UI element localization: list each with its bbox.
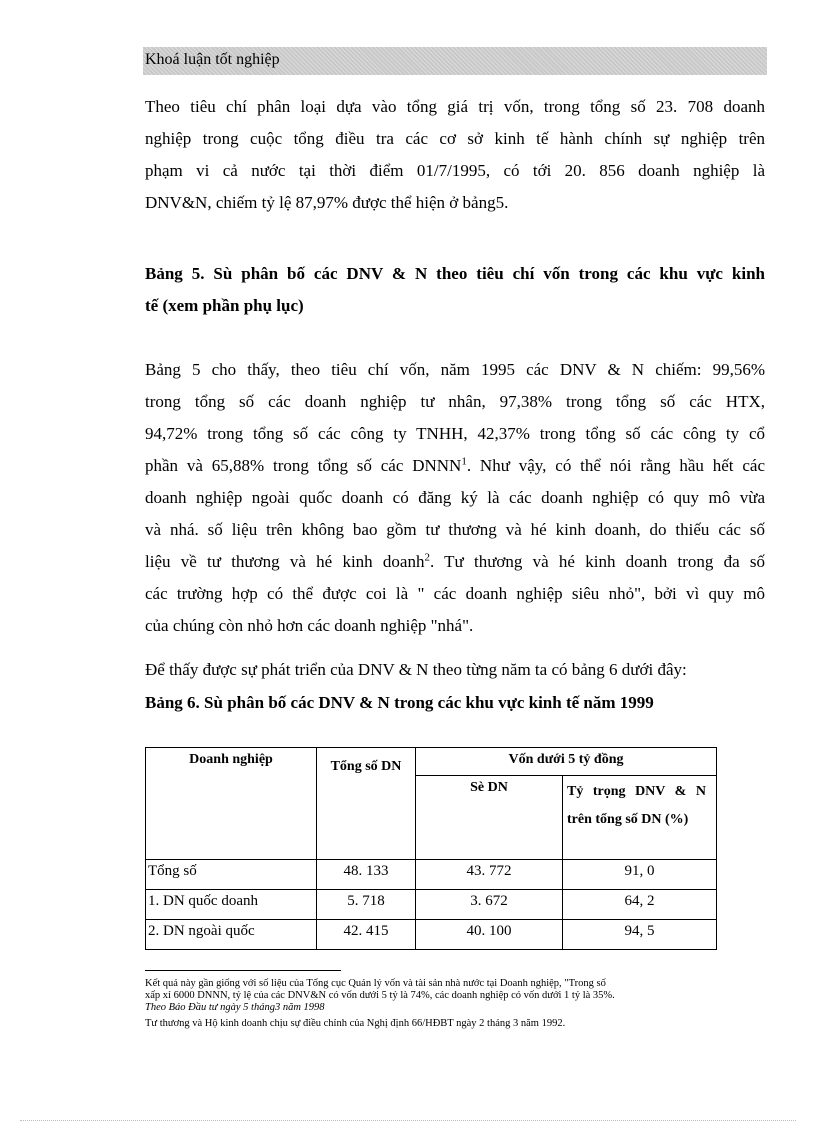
intro-paragraph bbox=[145, 91, 765, 219]
text-segment: phần và 65,88% trong tổng số các DNNN bbox=[145, 456, 462, 475]
table-header-row bbox=[146, 748, 717, 776]
text-line: Bảng 5 cho thấy, theo tiêu chí vốn, năm 1995 các DNV & N chiếm: 99,56% bbox=[145, 360, 765, 379]
table6 bbox=[145, 747, 717, 950]
table-cell-count: 3. 672 bbox=[416, 890, 563, 920]
table-cell-total: 5. 718 bbox=[317, 890, 416, 920]
col-header-count: Sè DN bbox=[416, 776, 563, 860]
footnote-ref-1: 1 bbox=[461, 455, 467, 468]
text-line: Để thấy được sự phát triển của DNV & N theo từng năm ta có bảng 6 dưới đây: bbox=[145, 660, 687, 679]
text-line bbox=[145, 546, 765, 578]
text-line: phạm vi cả nước tại thời điểm 01/7/1995, có tới 20. 856 doanh nghiệp là bbox=[145, 161, 765, 180]
table-cell-name: 2. DN ngoài quốc bbox=[146, 920, 317, 950]
col-header-group: Vốn dưới 5 tỷ đồng bbox=[416, 748, 717, 776]
page-bottom-divider bbox=[20, 1120, 796, 1121]
col-header-enterprise: Doanh nghiệp bbox=[146, 748, 317, 860]
footnote-line: Kết quả này gần giống với số liệu của Tổng cục Quản lý vốn và tài sản nhà nước tại Doanh nghiệp, "Trong số bbox=[145, 978, 606, 989]
table-cell-ratio: 94, 5 bbox=[563, 920, 717, 950]
text-line: DNV&N, chiếm tỷ lệ 87,97% được thể hiện ở bảng5. bbox=[145, 193, 509, 212]
heading-line: Bảng 5. Sù phân bố các DNV & N theo tiêu chí vốn trong các khu vực kinh bbox=[145, 264, 765, 283]
page-header-bar bbox=[143, 47, 767, 75]
text-line: các trường hợp có thể được coi là " các doanh nghiệp siêu nhỏ", bởi vì quy mô bbox=[145, 584, 765, 603]
table-cell-name: 1. DN quốc doanh bbox=[146, 890, 317, 920]
heading-line: tế (xem phần phụ lục) bbox=[145, 296, 304, 315]
table-cell-count: 40. 100 bbox=[416, 920, 563, 950]
footnote-line: xấp xỉ 6000 DNNN, tỷ lệ của các DNV&N có vốn dưới 5 tỷ là 74%, các doanh nghiệp có vốn dưới 1 tỷ là 35%. bbox=[145, 990, 615, 1001]
footnote-divider bbox=[145, 970, 341, 971]
text-segment: . Như vậy, có thể nói rằng hầu hết các bbox=[466, 456, 765, 475]
text-line: 94,72% trong tổng số các công ty TNHH, 42,37% trong tổng số các công ty cổ bbox=[145, 424, 765, 443]
table-row bbox=[146, 860, 717, 890]
text-segment: liệu về tư thương và hé kinh doanh bbox=[145, 552, 425, 571]
text-line: nghiệp trong cuộc tổng điều tra các cơ sở kinh tế hành chính sự nghiệp trên bbox=[145, 129, 765, 148]
table-row bbox=[146, 920, 717, 950]
text-line bbox=[145, 450, 765, 482]
footnote-line: Tư thương và Hộ kinh doanh chịu sự điều chỉnh của Nghị định 66/HĐBT ngày 2 tháng 3 năm 1992. bbox=[145, 1018, 566, 1029]
table5-heading bbox=[145, 258, 765, 322]
table-row bbox=[146, 890, 717, 920]
text-line: trong tổng số các doanh nghiệp tư nhân, 97,38% trong tổng số các HTX, bbox=[145, 392, 765, 411]
analysis-paragraph bbox=[145, 354, 765, 642]
table-cell-total: 48. 133 bbox=[317, 860, 416, 890]
table-cell-count: 43. 772 bbox=[416, 860, 563, 890]
text-segment: . Tư thương và hé kinh doanh trong đa số bbox=[429, 552, 765, 571]
footnote-line: Theo Báo Đầu tư ngày 5 tháng3 năm 1998 bbox=[145, 1002, 325, 1013]
text-line: của chúng còn nhỏ hơn các doanh nghiệp "nhá". bbox=[145, 616, 474, 635]
table-cell-ratio: 64, 2 bbox=[563, 890, 717, 920]
text-line: và nhá. số liệu trên không bao gồm tư thương và hé kinh doanh, do thiếu các số bbox=[145, 520, 765, 539]
text-line: Theo tiêu chí phân loại dựa vào tổng giá trị vốn, trong tổng số 23. 708 doanh bbox=[145, 97, 765, 116]
table-cell-ratio: 91, 0 bbox=[563, 860, 717, 890]
footnote-1 bbox=[145, 978, 770, 1014]
page-header-title: Khoá luận tốt nghiệp bbox=[145, 51, 280, 68]
table6-heading bbox=[145, 687, 765, 719]
footnote-2 bbox=[145, 1018, 770, 1030]
heading-line: Bảng 6. Sù phân bố các DNV & N trong các khu vực kinh tế năm 1999 bbox=[145, 693, 654, 712]
text-line: doanh nghiệp ngoài quốc doanh có đăng ký là các doanh nghiệp có quy mô vừa bbox=[145, 488, 765, 507]
footnote-ref-2: 2 bbox=[424, 551, 430, 564]
col-header-total: Tổng số DN bbox=[317, 748, 416, 860]
table-cell-total: 42. 415 bbox=[317, 920, 416, 950]
transition-line bbox=[145, 654, 765, 686]
table-cell-name: Tổng số bbox=[146, 860, 317, 890]
col-header-ratio: Tỷ trọng DNV & N trên tổng số DN (%) bbox=[563, 776, 717, 860]
